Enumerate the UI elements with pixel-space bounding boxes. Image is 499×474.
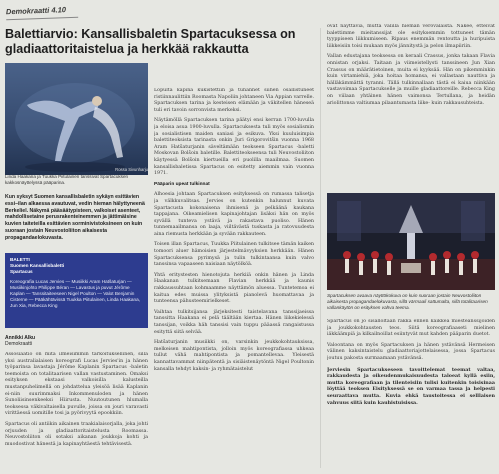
paragraph: Alhoesia johtaan Spartacuksen esityksessä on rumassa talisetja ja välkkuvalitsas. Jervies on kutenkin halunnut kuvata Spartacusta kokonaisena ihmisenä ja pelkäänä kaukana tappajana. Oikeamielisen kapinajohtajan lisäksi hän on myös syvällä tunteva ystävä ja rakastava puoliso. Hänen tunnemaailmansa on laaja, viiltävästä tuskasta ja ratovuudesta aina riemusta herkkään ja syvään rakkauteen.	[154, 192, 314, 237]
info-box-line: Suomen Kansallisbaletti	[10, 263, 65, 269]
stage-photo-caption: Spartacuksen avaava näyttökokuva on kuin suoraan jostain Neuvostoliiton aikaisesta propagandaelokuvasta, sillä värmaali sattumalta, sillä totalitaarisen vallankäytön on esityksen vahva teema.	[327, 293, 488, 310]
author-name: Annikki Alku	[5, 335, 36, 341]
paragraph: Näytämöllä Spartacuksen tarina päätyi ensi kerran 1700-luvulla ja eloisa asua 1900-luvulla. Spartacuksesta tuli myös sosialismin ja sosialistisen maiden saniasi ja esikuva. Yksi kuuluisimpia balettiteoksista tarinasta onkin Juri Grigorovitšin vuonna 1968 Aram Hatšaturjanin säveltämään teokseen Spartacus -baletti Moskovan Bolšoin baletille. Balettiteokseensa tuli Neuvostoliiton käytyessä Bolšoin kiertueilla eri puolilla maailmaa. Suomen kansallisbaletissa Spartacus on esitetty aiemmin vain vuonna 1971.	[154, 118, 314, 177]
paragraph: Vaihtaa tulkitsijansa järjeksitesti taistelavana tanssijaeissa tanssitta Haakana ei pelä täältään kiertaa. Hänen liikekielessä tanssijan, voikka häh tanssisi vain tuppu pääassä rangaistussa esityttä siitä selvää.	[154, 309, 314, 335]
paragraph: Jerviesin Spartacukseseen tavoittelemat teemat valtaa, rakkaudesta ja oikeudenmukaisuudesta taloeat kyllä esiin, mutta koreografiaan ja tilenteisiin tulisi kuitenkin toisisinaa löyttää teoksen Eisityksessä se on varmaa tassa ja helpesti seuraattava mutta. Kuvia ehkä taustoitessa ei selllaisen vahvuus siitä kuin kauhistuisissa.	[327, 366, 495, 406]
column-1-body	[5, 352, 148, 470]
column-3-top	[327, 24, 495, 190]
clipping-label: Demokraatti 4.10	[6, 5, 78, 21]
hero-photo	[5, 63, 148, 175]
column-3-bottom	[327, 319, 495, 470]
info-box	[5, 253, 148, 328]
info-box-credits: Koreografia Lucas Jervies — Musiikki Aram Hatšaturjan — Musiikinjohto Philippe Béran — Lavastus ja puvut Jérôme Kaplan — Tanssitaiteeseen Nigel Poulton — Valot Benjamin Cisterne — Pääkähtävissä Tuukka Piitulainen, Linda Haakana, Jun Xia, Rebecca King	[10, 278, 141, 309]
paragraph: Toisen illan Spartacus, Tuukka Piitulainen tulkitsee tämän kaiken tomoori aluer hämoisien järjestelmävyyksien herkkään. Hänen Spartacuksensa pyrimysä ja tulin tulkintaansa kuin valvo tanssinsa vapaaseen naisiaan näytölköä.	[154, 242, 314, 268]
paragraph: Assosiaatio on mitä ilmeisimmin tarkoituksellinen, sillä yksi australialaisen koreografi Lucas Jervies'in ja hänen työparinsa lavastaja Jérôme Kaplanin Spartacus -baletin teemoista on totalitaarisen vallan vastustaminen. Omaksi esityksen ekstaasi valkoisilla kalusteilla mustanpuhelimellä on johdattelua yleisöä lisää Kaplanin ei-niin suurimmaksi Inkommenuloden ja hänen Sunoliisinsenkeeksi Hiirusta. Nuutoutunen hlumalla teoksessa väkivaltaisella puvulle, joissa on jouri varavasti virittäessä uomitille tosi ja pyörivyytä epookkiin.	[5, 352, 148, 417]
author-outlet: Demokraatti	[5, 341, 32, 348]
subheading: Pääparin upeat tulkinnat	[154, 181, 210, 187]
author-block	[5, 335, 148, 348]
stage-photo	[327, 193, 495, 290]
paragraph: Valoontana on myös Spartacuksen ja hänen ystävänsä Hermeisen välinen kaksintaistelu gladiaattoriajottelaisessa, jossa Spartacus joutuu pakosta surmaamaan ystävänsä.	[327, 342, 495, 361]
paragraph: Hatšaturjanin musiikki on, varsinkin jeukkokohtauksissa, melkeisen mahtipontista, jolloin myös koreografiassa uhkeaa tullut vähä mahtipontista ja pomantellevaa. Yleisestä kannattavammat niinpätentä ja sisiäistenäytöntä Nigel Poultonin kansalla tehdyt kaksin- ja ryhmätaistelut	[154, 340, 314, 372]
info-box-line: Spartacus	[10, 269, 33, 275]
headline: Balettiarvio: Kansallisbaletin Spartacuksessa on gladiaattoritaistelua ja herkkää rakkautta	[5, 27, 296, 56]
paragraph: Lopulta kapina kukistettiin ja tuhannet siihen osallistuneet ristiinnaulittiin Roomasta Napoliin johtaneen Via Appian varrelle. Spartacuksen tarina ja kesteisen elämään ja väkitellen häneseä tuli eri tavoin sorronvista merkeksi.	[154, 88, 314, 113]
photo-caption: Linda Haakana ja Tuukka Piitulainen tanssivat Spartacuksen kakkosnäyttelyssä pääparina.	[5, 174, 129, 185]
paragraph: Yhtä eritystesten hienotojuta herkiiä onkin hänen ja Linda Haakanan tulkitsemaan Flavian herkkää ja kaunis rakkaussuhtaan kohmaamme näyttämön aluessa. Tuntetemoa ei kaitua edes muissa ylityksistä pianolevä huomattavaa ja tunteensa pähusteemirielkeset.	[154, 272, 314, 305]
paragraph: Spartacus on jo sisällöltään rakka ennen kaikkea miesteanssijoiden ja joukkokohtausten teos. Siitä koreografiaaseti mielinen iäkkäämpiä ja kilkailnoillat esiintyvät mut kahden pääparin duetot.	[327, 319, 495, 338]
paragraph: Spartacus oli antiikin aikainen traakialaisorjalla, joka johti orjuuden ja gladiaattoritaistelusta Roomassa. Neuvostoliiton oli sotaksi aikanan joukkoja kohti ja muodostivat hänestä ja kapinayhtäestä tehtävisestä.	[5, 421, 148, 447]
paragraph: Vallan edustajana teoksessa on keraali Crassus, jonka takaan Flavia onnistan orjaksi. Taitaan ja viimeistellysti tanssineen Jun Xian Crassus on määrätietoinen, muita ei kyyksää. Hän on pikemminkin kuin virtamiehiä, joka hoitaa homansa, ei vallastaan nauttiva ja hälläkämmättä tyranni. Tällä tulkinnallaan tästä ei kaiua niinkään vastavoimaa Spartacukselle ja muille gladiaattoreille. Rebecca King on viilaan yhtäinen hänen vaimonsa Tertullana, ja heidän ariolittonsa valtiumaa pilaantumasta liike- kuin rakkausuhteista.	[327, 54, 495, 106]
column-2-body	[154, 88, 314, 470]
info-box-title: BALETTI	[10, 257, 30, 262]
paragraph: ovat näyttäviä, mutta välillä hieman verovalaista. Näkee, etteivät balettimme mieitanssijat ole esityksemmin tottuneet tämän tyyppiseen liikkumiseen. Ripaus enemmän rentoutta ja huripuista liikkeisiin toisi mukaan myös jännitystä ja pelon ilmapiiriin.	[327, 24, 495, 49]
column-divider	[320, 28, 321, 468]
lead-paragraph: Kun syksyt Suomen kansallisbaletin sykäyn esittävien essi–ilan alkaessa avautuvat, vedin hieman hälyttyneenä Berkeliel. Näkymä pääsäätypisteen, valkoiset asenteet, mahdollisetaine perusrakenteinemmen ja jättimäisine kuvien taiteteilla esittävien sorminivistoksineen on kuin suoraan jostain Neuvostoliiton aikaisesta propagandaelokuvasta.	[5, 194, 145, 241]
photo-credit: Rossa Sivunharju	[115, 167, 148, 172]
